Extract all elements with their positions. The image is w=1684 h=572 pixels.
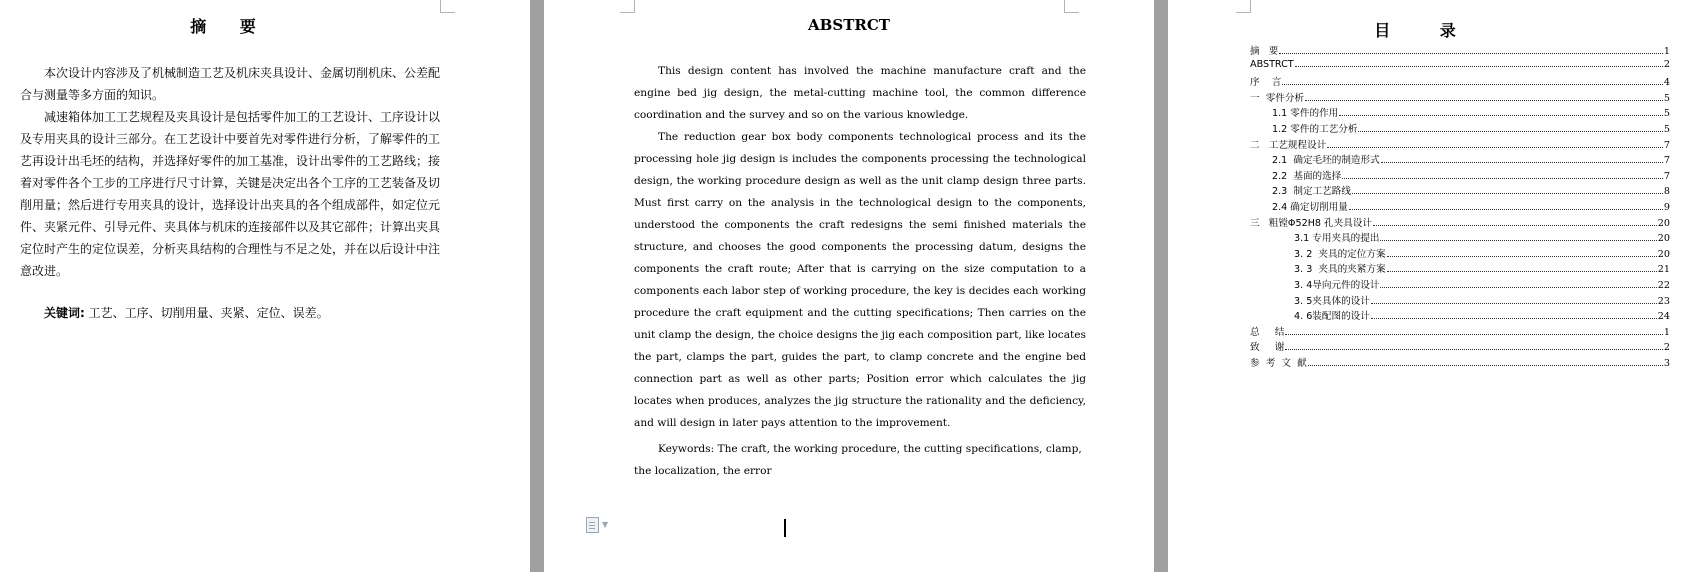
- toc-dot-leader: [1380, 287, 1656, 288]
- toc-page-number: 24: [1657, 311, 1670, 323]
- dropdown-caret-icon[interactable]: ▼: [602, 520, 609, 529]
- abstract-paragraph: 减速箱体加工工艺规程及夹具设计是包括零件加工的工艺设计、工序设计以及专用夹具的设计三部分。在工艺设计中要首先对零件进行分析，了解零件的工艺再设计出毛坯的结构，并选择好零件的加工基准，设计出零件的工艺路线；接着对零件各个工步的工序进行尺寸计算，关键是决定出各个工序的工艺装备及切削用量；然后进行专用夹具的设计，选择设计出夹具的各个组成部件，如定位元件、夹紧元件、引导元件、夹具体与机床的连接部件以及其它部件；计算出夹具定位时产生的定位误差，分析夹具结构的合理性与不足之处，并在以后设计中注意改进。: [20, 110, 441, 278]
- toc-dot-leader: [1381, 162, 1663, 163]
- toc-entry-title: 二 工艺规程设计: [1250, 139, 1327, 151]
- toc-page-number: 8: [1663, 186, 1670, 198]
- toc-dot-leader: [1339, 115, 1663, 116]
- toc-entry[interactable]: [1250, 152, 1670, 168]
- toc-entry[interactable]: [1250, 230, 1670, 246]
- keywords-line: [634, 438, 1086, 482]
- toc-entry-title: 三 粗镗Φ52H8 孔夹具设计: [1250, 217, 1373, 229]
- page-title: 摘 要: [190, 17, 270, 36]
- toc-entry[interactable]: [1250, 215, 1670, 231]
- toc-page-number: 20: [1657, 233, 1670, 245]
- toc-entry-title: 3. 4导向元件的设计: [1294, 279, 1380, 291]
- keywords-text: Keywords: The craft, the working procedure, the cutting specifications, clamp,: [658, 443, 1082, 455]
- toc-dot-leader: [1373, 225, 1657, 226]
- toc-page-number: 2: [1663, 58, 1670, 70]
- toc-entry[interactable]: [1250, 137, 1670, 153]
- toc-page-number: 20: [1657, 217, 1670, 229]
- toc-dot-leader: [1279, 53, 1663, 54]
- keywords-label: 关键词:: [44, 306, 85, 320]
- toc-page-number: 5: [1663, 92, 1670, 104]
- toc-entry[interactable]: [1250, 339, 1670, 355]
- keywords-line: [44, 304, 329, 321]
- toc-page-number: 9: [1663, 201, 1670, 213]
- toc-dot-leader: [1342, 178, 1663, 179]
- toc-entry[interactable]: [1250, 308, 1670, 324]
- toc-entry-title: 参 考 文 献: [1250, 357, 1307, 369]
- toc-entry-title: 2.2 基面的选择: [1272, 170, 1342, 182]
- toc-entry[interactable]: [1250, 261, 1670, 277]
- toc-entry[interactable]: [1250, 277, 1670, 293]
- page-chinese-abstract[interactable]: [0, 0, 530, 572]
- toc-entry[interactable]: [1250, 324, 1670, 340]
- toc-page-number: 4: [1663, 77, 1670, 89]
- toc-page-number: 1: [1663, 46, 1670, 57]
- document-icon[interactable]: [586, 517, 599, 533]
- toc-dot-leader: [1295, 66, 1663, 67]
- toc-page-number: 2: [1663, 342, 1670, 354]
- toc-entry[interactable]: [1250, 121, 1670, 137]
- toc-list: [1250, 43, 1670, 370]
- toc-page-number: 3: [1663, 357, 1670, 369]
- toc-dot-leader: [1305, 100, 1663, 101]
- toc-page-number: 5: [1663, 123, 1670, 135]
- toc-dot-leader: [1371, 318, 1657, 319]
- toc-dot-leader: [1327, 147, 1663, 148]
- toc-page-number: 5: [1663, 108, 1670, 120]
- toc-page-number: 7: [1663, 170, 1670, 182]
- page-corner-mark: [1064, 0, 1079, 13]
- toc-entry-title: 2.3 制定工艺路线: [1272, 186, 1351, 198]
- toc-entry-title: 3. 2 夹具的定位方案: [1294, 248, 1386, 260]
- toc-entry-title: 2.1 确定毛坯的制造形式: [1272, 155, 1380, 167]
- page-gap-right: [1154, 0, 1168, 572]
- page-corner-mark: [620, 0, 635, 13]
- toc-entry[interactable]: [1250, 183, 1670, 199]
- text-cursor: [784, 519, 786, 537]
- page-gap-left: [530, 0, 544, 572]
- toc-entry[interactable]: [1250, 355, 1670, 371]
- toc-dot-leader: [1387, 271, 1657, 272]
- toc-dot-leader: [1349, 209, 1663, 210]
- toc-entry-title: 3.1 专用夹具的提出: [1294, 233, 1380, 245]
- toc-entry[interactable]: [1250, 246, 1670, 262]
- page-english-abstract[interactable]: [544, 0, 1154, 572]
- toc-dot-leader: [1285, 334, 1662, 335]
- toc-entry[interactable]: [1250, 293, 1670, 309]
- toc-entry-title: 致 谢: [1250, 342, 1285, 354]
- toc-entry[interactable]: [1250, 199, 1670, 215]
- abstract-paragraph: The reduction gear box body components technological process and its the processing hole jig design is includes the components processing the technological design, the working procedure design as well as the unit clamp design three parts. Must first carry on the analysis in the technological design to the components, understood the components the craft redesigns the semi finished materials the structure, and chooses the good components the processing datum, designs the components the craft route; After that is carrying on the size computation to a components each labor step of working procedure, the key is decides each working procedure the craft equipment and the cutting specifications; Then carries on the unit clamp the design, the choice designs the jig each composition part, like locates the part, clamps the part, guides the part, to clamp concrete and the engine bed connection part as well as other parts; Position error which calculates the jig locates when produces, analyzes the jig structure the rationality and the deficiency, and will design in later pays attention to the improvement.: [634, 131, 1086, 429]
- abstract-paragraph: 本次设计内容涉及了机械制造工艺及机床夹具设计、金属切削机床、公差配合与测量等多方面的知识。: [20, 66, 441, 102]
- toc-dot-leader: [1352, 193, 1663, 194]
- toc-entry-title: 4. 6装配图的设计: [1294, 311, 1370, 323]
- page-corner-mark: [1236, 0, 1251, 13]
- toc-entry-title: 3. 3 夹具的夹紧方案: [1294, 264, 1386, 276]
- toc-entry-title: 2.4 确定切削用量: [1272, 201, 1348, 213]
- page-corner-mark: [440, 0, 455, 13]
- toc-page-number: 21: [1657, 264, 1670, 276]
- toc-dot-leader: [1387, 256, 1657, 257]
- toc-page-number: 22: [1657, 279, 1670, 291]
- toc-entry-title: 1.2 零件的工艺分析: [1272, 123, 1358, 135]
- toc-dot-leader: [1371, 303, 1657, 304]
- page-title: ABSTRCT: [808, 16, 890, 34]
- keywords-text: 工艺、工序、切削用量、夹紧、定位、误差。: [88, 306, 329, 320]
- toc-entry[interactable]: [1250, 90, 1670, 106]
- toc-entry-title: 一 零件分析: [1250, 92, 1305, 104]
- toc-dot-leader: [1282, 84, 1663, 85]
- toc-entry-title: 总 结: [1250, 326, 1285, 338]
- toc-entry-title: 1.1 零件的作用: [1272, 108, 1339, 120]
- toc-entry-title: 摘 要: [1250, 46, 1279, 57]
- toc-dot-leader: [1285, 349, 1662, 350]
- toc-page-number: 20: [1657, 248, 1670, 260]
- toc-entry[interactable]: [1250, 43, 1670, 59]
- toc-entry-title: 序 言: [1250, 77, 1282, 89]
- keywords-text: the localization, the error: [634, 465, 772, 477]
- toc-entry[interactable]: [1250, 105, 1670, 121]
- toc-entry[interactable]: [1250, 59, 1670, 75]
- toc-page-number: 7: [1663, 139, 1670, 151]
- toc-page-number: 7: [1663, 155, 1670, 167]
- toc-dot-leader: [1308, 365, 1663, 366]
- toc-dot-leader: [1380, 240, 1656, 241]
- toc-entry-title: ABSTRCT: [1250, 58, 1294, 70]
- toc-page-number: 23: [1657, 295, 1670, 307]
- abstract-paragraph: This design content has involved the machine manufacture craft and the engine bed jig design, the metal-cutting machine tool, the common difference coordination and the survey and so on the various knowledge.: [634, 65, 1086, 121]
- toc-dot-leader: [1358, 131, 1662, 132]
- toc-page-number: 1: [1663, 326, 1670, 338]
- toc-entry[interactable]: [1250, 74, 1670, 90]
- page-table-of-contents[interactable]: [1168, 0, 1684, 572]
- toc-entry-title: 3. 5夹具体的设计: [1294, 295, 1370, 307]
- toc-entry[interactable]: [1250, 168, 1670, 184]
- page-title: 目 录: [1374, 21, 1478, 40]
